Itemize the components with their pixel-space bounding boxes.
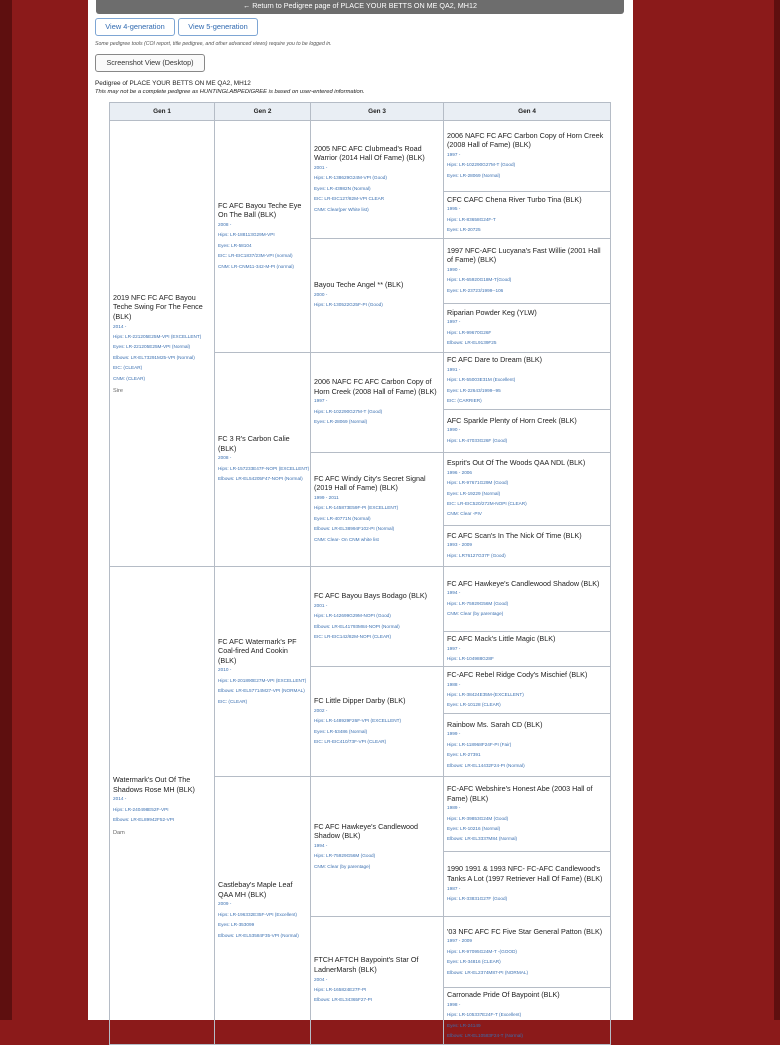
dog-name[interactable]: Rainbow Ms. Sarah CD (BLK) (447, 719, 543, 729)
parent-role: Sire (113, 388, 123, 395)
dog-detail: 1997 - (447, 319, 461, 325)
dog-cell (444, 239, 611, 304)
dog-detail: Hips: LR-138629G24M-VPI (Good) (314, 175, 387, 181)
dog-cell (311, 917, 444, 1044)
dog-detail: Hips: LR-142699G29M-NOPI (Good) (314, 613, 391, 619)
dog-detail: Elbows: LR-EL54205F47-NOPI (Normal) (218, 476, 303, 482)
dog-detail: Elbows: LR-EL73291M25-VPI (Normal) (113, 354, 195, 360)
pedigree-table (109, 102, 611, 1045)
dog-detail: Hips: LR-33831G27F (Good) (447, 896, 508, 901)
col-gen4: Gen 4 (444, 103, 611, 121)
dog-detail: CNM: (CLEAR) (113, 375, 146, 381)
dog-detail: EIC: (CARRIER) (447, 398, 482, 404)
dog-detail: Elbows: LR-EL38994F102-PI (Normal) (314, 526, 395, 532)
dog-detail: Elbows: LR-EL9139F25 (447, 340, 497, 345)
dog-detail: 1997 - (447, 645, 461, 651)
dog-detail: EIC: LR-EIC410/73F-VPI (CLEAR) (314, 739, 387, 745)
dog-detail: Hips: LR-145873E59F-PI (EXCELLENT) (314, 505, 399, 511)
dog-detail: Eyes: LR-23723/1999--106 (447, 287, 504, 293)
dog-detail: Eyes: LR-27391 (447, 752, 481, 758)
dog-detail: 1988 - (447, 681, 461, 687)
dog-name[interactable]: 2019 NFC FC AFC Bayou Teche Swing For The Fence (BLK) (113, 292, 203, 322)
dog-detail: 1997 - 2009 (447, 938, 473, 944)
dog-cell (444, 988, 611, 1044)
dog-cell (311, 567, 444, 667)
dog-name[interactable]: FC AFC Watermark's PF Coal-fired And Cookin (BLK) (218, 636, 297, 665)
dog-detail: CNM: Clear -PIV (447, 511, 482, 517)
dog-name[interactable]: FC AFC Hawkeye's Candlewood Shadow (BLK) (314, 821, 419, 841)
dog-name[interactable]: FC AFC Scan's In The Nick Of Time (BLK) (447, 530, 582, 540)
dog-detail: Eyes: LR-19229 (Normal) (447, 490, 501, 496)
dog-detail: EIC: LR-EIC127/82M-VPI CLEAR (314, 196, 385, 202)
dog-cell (444, 567, 611, 632)
dog-detail: EIC: (CLEAR) (218, 698, 248, 704)
dog-detail: Elbows: LR-EL89942F52-VPI (113, 817, 175, 823)
dog-cell (311, 353, 444, 453)
dog-detail: Hips: LR-38424E35M-(EXCELLENT) (447, 692, 524, 697)
dog-detail: 1990 - (447, 266, 461, 272)
dog-detail: Hips: LR-105337E24F-T (Excellent) (447, 1012, 522, 1018)
dog-detail: Hips: LR-196332E35F-VPI (Excellent) (218, 911, 297, 917)
dog-detail: Hips: LR-148929F26F-VPI (EXCELLENT) (314, 718, 402, 724)
dog-name[interactable]: FC 3 R's Carbon Calie (BLK) (218, 434, 290, 453)
dog-detail: 2008 - (218, 222, 232, 228)
dog-detail: Hips: LR-83658G24F-T (447, 216, 496, 222)
dog-detail: Elbows: LR-EL2374M87-PI (NORMAL) (447, 969, 529, 975)
dog-detail: EIC: (CLEAR) (113, 365, 143, 371)
dog-name[interactable]: 1997 NFC-AFC Lucyana's Fast Willie (2001 Hall of Fame) (BLK) (447, 245, 601, 265)
pedigree-title: Pedigree of PLACE YOUR BETTS ON ME QA2, MH12 (95, 80, 251, 87)
dog-detail: Hips: LR-102290G27M-T (Good) (314, 408, 383, 414)
dog-detail: CNM: Clear(per White list) (314, 206, 369, 212)
dog-detail: Elbows: LR-EL14432F24-PI (Normal) (447, 762, 525, 768)
dog-name[interactable]: FC-AFC Webshire's Honest Abe (2003 Hall of Fame) (BLK) (447, 784, 593, 803)
pedigree-row (110, 567, 611, 632)
dog-name[interactable]: FC AFC Bayou Teche Eye On The Ball (BLK) (218, 200, 302, 220)
dog-name[interactable]: 1990 1991 & 1993 NFC- FC-AFC Candlewood's Tanks A Lot (1997 Retriever Hall Of Fame) (BLK) (447, 864, 603, 883)
dog-detail: Eyes: LR-28069 (Normal) (447, 172, 501, 178)
dog-detail: Hips: LR-55003E31M (Excellent) (447, 377, 516, 383)
dog-detail: Eyes: LR-221205E25M-VPI (Normal) (113, 344, 191, 350)
dog-detail: 1998 - (447, 1002, 461, 1007)
dog-name[interactable]: Bayou Teche Angel ** (BLK) (314, 280, 404, 290)
dog-cell (215, 121, 311, 353)
dog-detail: EIC: LR-EIC1837/23M-VPI (normal) (218, 253, 293, 259)
dog-name[interactable]: Riparian Powder Keg (YLW) (447, 307, 537, 317)
dog-name[interactable]: AFC Sparkle Plenty of Horn Creek (BLK) (447, 415, 577, 425)
dog-detail: EIC: LR-EIC142/82M-NOPI (CLEAR) (314, 633, 392, 639)
dog-detail: Hips: LR-97095G24M-T -(GOOD) (447, 948, 517, 954)
dog-name[interactable]: Watermark's Out Of The Shadows Rose MH (BLK) (113, 775, 195, 794)
dog-detail: Eyes: LR-40771N (Normal) (314, 515, 371, 521)
dog-detail: Hips: LR-201890E27M-VPI (EXCELLENT) (218, 677, 307, 683)
dog-cell (444, 632, 611, 667)
dog-detail: CNM: Clear (by parentage) (314, 863, 371, 869)
dog-cell (311, 239, 444, 353)
dog-detail: Hips: LR-240498E52F-VPI (113, 806, 169, 812)
dog-cell (444, 353, 611, 410)
dog-cell (110, 567, 215, 1045)
screenshot-view-button[interactable]: Screenshot View (Desktop) (95, 54, 205, 72)
dog-detail: Hips: LR-99670G26F (447, 329, 492, 335)
dog-detail: CNM: Clear- On CNM white list (314, 536, 379, 542)
dog-detail: 1994 - (447, 590, 461, 596)
dog-cell (444, 852, 611, 917)
dog-detail: 2014 - (113, 323, 127, 329)
col-gen1: Gen 1 (110, 103, 215, 121)
dog-detail: Hips: LR76127G37F (Good) (447, 552, 506, 558)
dog-cell (311, 453, 444, 567)
dog-detail: Eyes: LR-43982N (Normal) (314, 185, 371, 191)
dog-detail: Hips: LR-39853G24M (Good) (447, 815, 509, 821)
dog-name[interactable]: FC AFC Windy City's Secret Signal (2019 Hall of Fame) (BLK) (314, 473, 426, 493)
dog-detail: 1999 - (447, 731, 461, 737)
dog-detail: Eyes: LR-53486 (Normal) (314, 728, 368, 734)
dog-cell (444, 917, 611, 988)
dog-detail: Elbows: LR-EL41793M84-NOPI (Normal) (314, 623, 400, 629)
dog-detail: 2010 - (218, 667, 232, 673)
pedigree-row (110, 121, 611, 192)
dog-detail: Eyes: LR-22643/1999--95 (447, 387, 501, 393)
dog-detail: Eyes: LR-10216 (Normal) (447, 826, 501, 831)
dog-detail: Hips: LR-75929G56M (Good) (314, 853, 376, 859)
dog-detail: 1990 - (447, 427, 461, 433)
pedigree-disclaimer: This may not be a complete pedigree as HUNTINGLABPEDIGREE is based on user-entered information. (95, 89, 365, 95)
dog-name[interactable]: CFC CAFC Chena River Turbo Tina (BLK) (447, 194, 582, 204)
return-link[interactable]: ← Return to Pedigree page of PLACE YOUR BETTS ON ME QA2, MH12 (96, 0, 624, 14)
dog-detail: Eyes: LR-34816 (CLEAR) (447, 959, 501, 965)
dog-name[interactable]: FC AFC Bayou Bays Bodago (BLK) (314, 591, 428, 601)
dog-cell (215, 777, 311, 1044)
view-4-generation-button[interactable]: View 4-generation (95, 18, 175, 36)
dog-detail: 1989 - (447, 805, 461, 811)
dog-cell (444, 526, 611, 567)
header-row (110, 103, 611, 121)
dog-detail: Elbows: LR-EL10583F24-T (Normal) (447, 1033, 523, 1039)
dog-name[interactable]: 2006 NAFC FC AFC Carbon Copy of Horn Creek (2008 Hall of Fame) (BLK) (447, 130, 604, 150)
dog-detail: 1997 - (314, 398, 328, 404)
dog-name[interactable]: 2005 NFC AFC Clubmead's Road Warrior (2014 Hall Of Fame) (BLK) (314, 143, 425, 163)
dog-detail: Eyes: LR-24149 (447, 1022, 481, 1028)
dog-detail: 2001 - (314, 602, 328, 608)
dog-detail: 1995 - (447, 206, 461, 212)
dog-cell (444, 192, 611, 239)
dog-cell (444, 777, 611, 852)
dog-cell (444, 453, 611, 526)
dog-cell (444, 121, 611, 192)
dog-detail: 2008 - (218, 455, 232, 461)
dog-name[interactable]: FC-AFC Rebel Ridge Cody's Mischief (BLK) (447, 670, 588, 679)
dog-detail: 1999 - 2011 (314, 495, 339, 501)
left-edge (0, 0, 12, 1020)
dog-detail: Eyes: LR-20725 (447, 227, 481, 232)
dog-cell (311, 667, 444, 777)
dog-name[interactable]: FC AFC Mack's Little Magic (BLK) (447, 634, 556, 643)
dog-name[interactable]: '03 NFC AFC FC Five Star General Patton (BLK) (447, 926, 603, 936)
dog-detail: 2009 - (218, 901, 232, 907)
dog-detail: Hips: LR-75929G56M (Good) (447, 600, 509, 606)
dog-cell (311, 777, 444, 917)
tools-note: Some pedigree tools (COI report, title pedigree, and other advanced views) require you to be logged in. (95, 41, 332, 47)
dog-detail: 2001 - (314, 165, 328, 171)
dog-detail: 2000 - (314, 291, 328, 297)
dog-name[interactable]: Carronade Pride Of Baypoint (BLK) (447, 990, 560, 1000)
dog-detail: 2014 - (113, 796, 127, 802)
dog-detail: 1991 - (447, 366, 461, 372)
dog-detail: 2004 - (314, 976, 328, 982)
dog-cell (110, 121, 215, 567)
dog-name[interactable]: Castlebay's Maple Leaf QAA MH (BLK) (218, 880, 293, 899)
dog-cell (444, 304, 611, 353)
col-gen3: Gen 3 (311, 103, 444, 121)
dog-cell (444, 667, 611, 714)
dog-detail: Eyes: LR-353099 (218, 922, 255, 928)
dog-cell (215, 353, 311, 567)
dog-detail: Eyes: LR-58104 (218, 242, 252, 248)
dog-name[interactable]: Esprit's Out Of The Woods QAA NDL (BLK) (447, 458, 586, 468)
dog-name[interactable]: FC Little Dipper Darby (BLK) (314, 696, 406, 706)
dog-name[interactable]: FTCH AFTCH Baypoint's Star Of LadnerMarsh (BLK) (314, 955, 419, 974)
dog-detail: Elbows: LR-EL34365F27-PI (314, 997, 373, 1003)
dog-detail: Hips: LR-102290G27M-T (Good) (447, 162, 516, 168)
dog-detail: Hips: LR-118968F24F-PI (Fair) (447, 741, 512, 747)
dog-detail: Elbows: LR-EL57714M27-VPI (NORMAL) (218, 688, 305, 694)
dog-cell (311, 121, 444, 239)
dog-name[interactable]: FC AFC Hawkeye's Candlewood Shadow (BLK) (447, 578, 600, 588)
dog-detail: Elbows: LR-EL3337M84 (Normal) (447, 836, 518, 842)
dog-detail: Hips: LR-165824E27F-PI (314, 986, 367, 992)
dog-detail: Elbows: LR-EL53584F35-VPI (Normal) (218, 932, 299, 938)
dog-cell (444, 410, 611, 453)
dog-cell (215, 567, 311, 777)
dog-detail: Hips: LR-65920G18M-T(Good) (447, 277, 512, 283)
dog-cell (444, 714, 611, 777)
dog-detail: EIC: LR-EIC520/272M-NOPI (CLEAR) (447, 501, 527, 506)
dog-detail: Hips: LR-221205E25M-VPI (EXCELLENT) (113, 334, 202, 340)
dog-detail: Hips: LR-97671G29M (Good) (447, 480, 509, 486)
right-edge (774, 0, 780, 1020)
dog-detail: 1997 - (447, 151, 461, 157)
col-gen2: Gen 2 (215, 103, 311, 121)
dog-name[interactable]: 2006 NAFC FC AFC Carbon Copy of Horn Creek (2008 Hall of Fame) (BLK) (314, 377, 437, 396)
dog-detail: Hips: LR-188113G29M-VPI (218, 232, 275, 238)
dog-detail: 2002 - (314, 707, 328, 713)
dog-detail: Hips: LR-130522G25F-PI (Good) (314, 302, 383, 308)
dog-detail: Eyes: LR-10128 (CLEAR) (447, 702, 501, 708)
dog-detail: 1994 - (314, 842, 328, 848)
dog-detail: Hips: LR-104988G28F (447, 656, 494, 661)
dog-detail: Hips: LR-157233E47F-NOPI (EXCELLENT) (218, 465, 310, 471)
parent-role: Dam (113, 829, 125, 836)
dog-detail: CNM: Clear (by parentage) (447, 611, 504, 616)
dog-detail: Hips: LR-47033G26F (Good) (447, 437, 508, 443)
dog-detail: 1996 - 2006 (447, 469, 473, 475)
pedigree-body (110, 121, 611, 1045)
dog-detail: CNM: LR-CNM11-342-M-PI (normal) (218, 263, 294, 269)
dog-detail: 1993 - 2009 (447, 542, 473, 548)
dog-name[interactable]: FC AFC Dare to Dream (BLK) (447, 355, 543, 365)
dog-detail: Eyes: LR-28069 (Normal) (314, 419, 368, 425)
dog-detail: 1987 - (447, 885, 461, 891)
view-5-generation-button[interactable]: View 5-generation (178, 18, 258, 36)
